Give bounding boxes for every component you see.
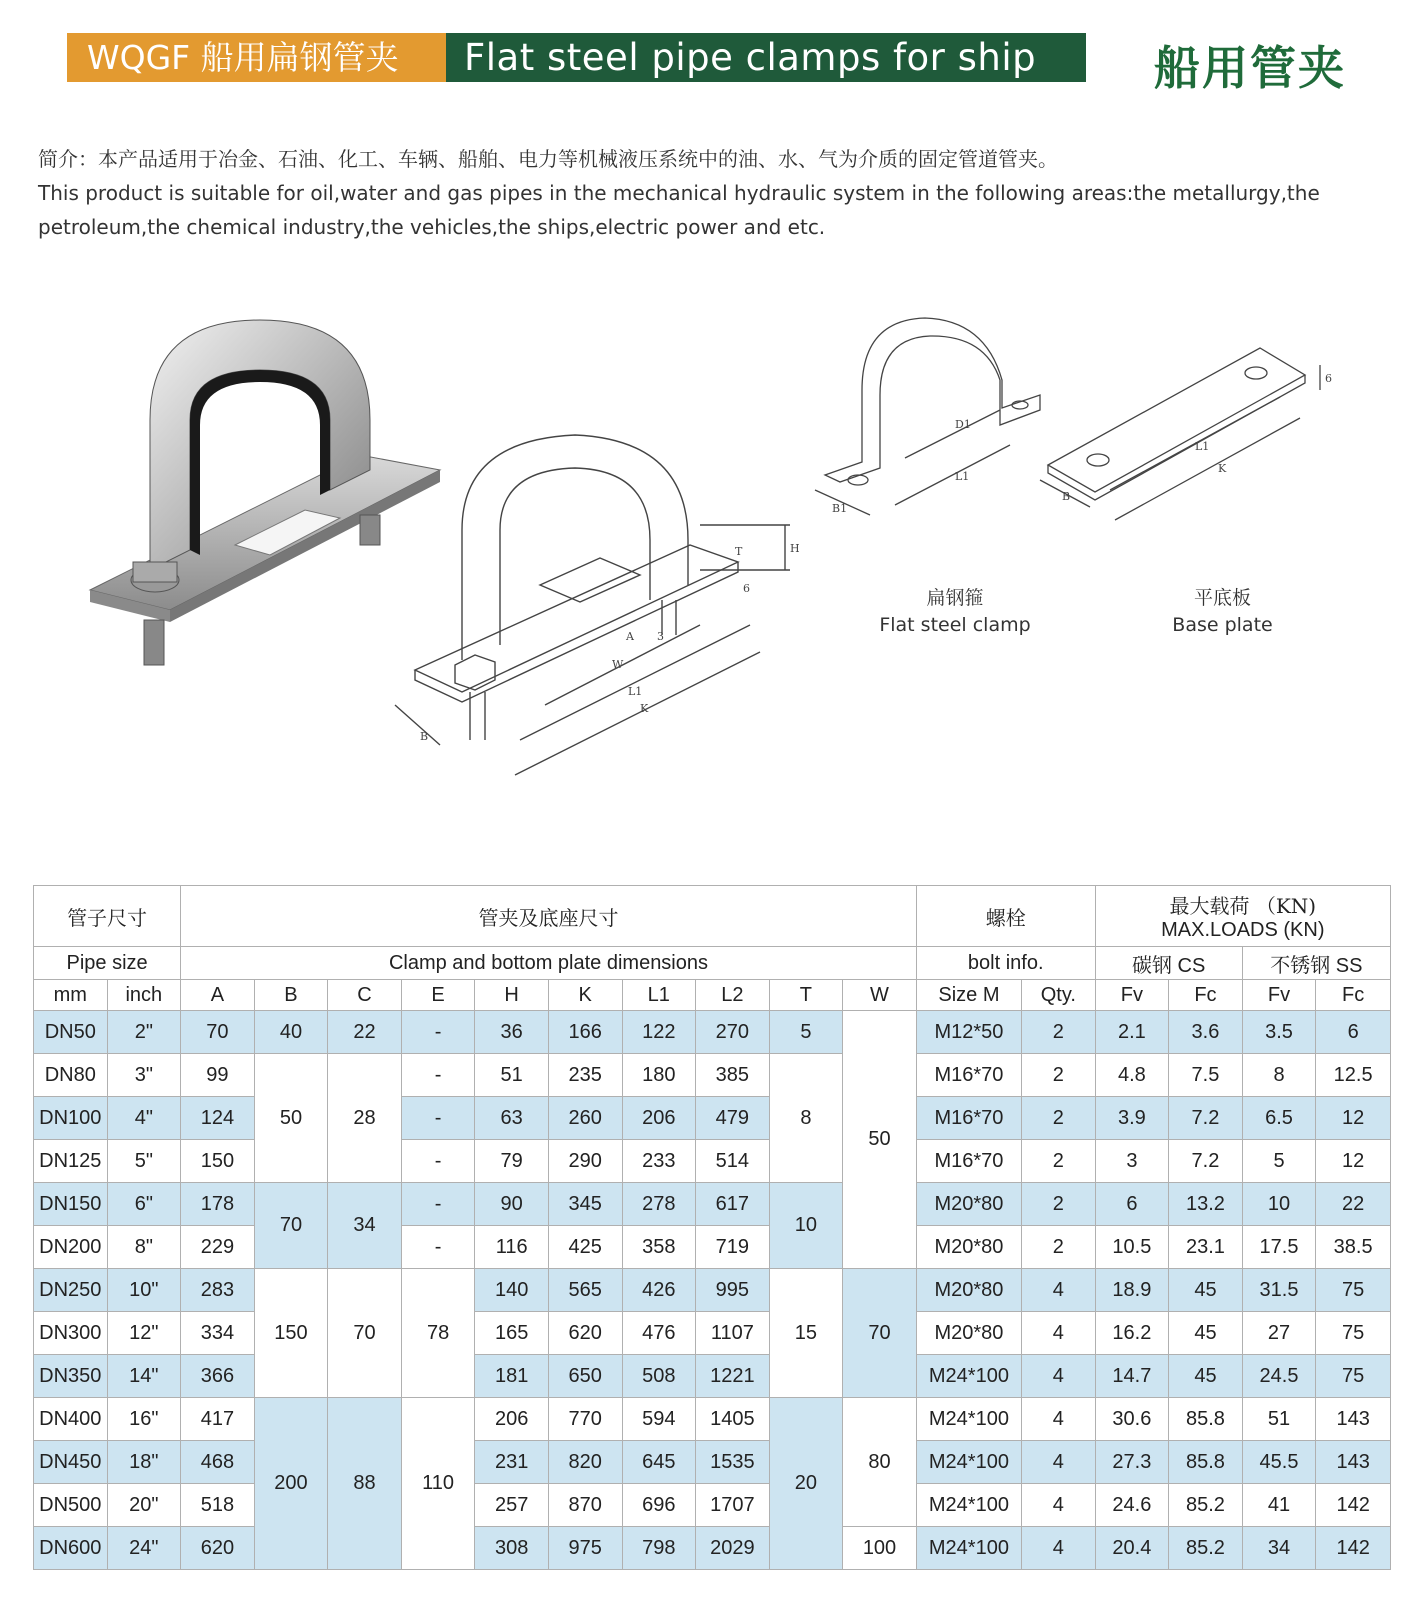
dim-label-6-plate: 6 bbox=[1325, 372, 1332, 385]
cell: 2 bbox=[1022, 1140, 1096, 1183]
cell-w-merged: 80 bbox=[843, 1398, 917, 1527]
col-header: W bbox=[843, 980, 917, 1011]
table-row bbox=[34, 1441, 1391, 1484]
cell: M24*100 bbox=[916, 1398, 1021, 1441]
cell: 85.2 bbox=[1169, 1484, 1243, 1527]
cell: 4" bbox=[107, 1097, 181, 1140]
cell-t-merged: 8 bbox=[769, 1054, 843, 1183]
cell: 617 bbox=[696, 1183, 770, 1226]
cell: 2" bbox=[107, 1011, 181, 1054]
cell: 5 bbox=[1242, 1140, 1316, 1183]
cell: 6 bbox=[1316, 1011, 1391, 1054]
table-row bbox=[34, 1484, 1391, 1527]
cell: 870 bbox=[548, 1484, 622, 1527]
cell: 45.5 bbox=[1242, 1441, 1316, 1484]
cell: 1107 bbox=[696, 1312, 770, 1355]
cell: M12*50 bbox=[916, 1011, 1021, 1054]
cell: 233 bbox=[622, 1140, 696, 1183]
cell: 23.1 bbox=[1169, 1226, 1243, 1269]
cell: 257 bbox=[475, 1484, 549, 1527]
dim-label-l1-assembly: L1 bbox=[628, 685, 643, 698]
cell: 206 bbox=[622, 1097, 696, 1140]
cell: 75 bbox=[1316, 1312, 1391, 1355]
cell: - bbox=[401, 1226, 475, 1269]
cell-b-merged: 70 bbox=[254, 1183, 328, 1269]
cell: 270 bbox=[696, 1011, 770, 1054]
cell: 12" bbox=[107, 1312, 181, 1355]
cell: 3.9 bbox=[1095, 1097, 1169, 1140]
cell: 6" bbox=[107, 1183, 181, 1226]
cell: 995 bbox=[696, 1269, 770, 1312]
cell: M24*100 bbox=[916, 1484, 1021, 1527]
cell: 17.5 bbox=[1242, 1226, 1316, 1269]
cell: - bbox=[401, 1097, 475, 1140]
cell: - bbox=[401, 1011, 475, 1054]
col-header: T bbox=[769, 980, 843, 1011]
cell: 5" bbox=[107, 1140, 181, 1183]
cell: M24*100 bbox=[916, 1527, 1021, 1570]
cell: - bbox=[401, 1183, 475, 1226]
cell: 140 bbox=[475, 1269, 549, 1312]
cell-c-merged: 88 bbox=[328, 1398, 402, 1570]
header-dims-en: Clamp and bottom plate dimensions bbox=[181, 947, 917, 980]
cell: 27.3 bbox=[1095, 1441, 1169, 1484]
cell: 30.6 bbox=[1095, 1398, 1169, 1441]
cell: 14.7 bbox=[1095, 1355, 1169, 1398]
table-row bbox=[34, 1226, 1391, 1269]
cell: 426 bbox=[622, 1269, 696, 1312]
cell: M20*80 bbox=[916, 1269, 1021, 1312]
col-header: Fv bbox=[1242, 980, 1316, 1011]
clamp-caption-zh: 扁钢箍 bbox=[926, 587, 984, 609]
cell: 3" bbox=[107, 1054, 181, 1097]
cell: 334 bbox=[181, 1312, 255, 1355]
cell: 1707 bbox=[696, 1484, 770, 1527]
cell: 594 bbox=[622, 1398, 696, 1441]
cell: 235 bbox=[548, 1054, 622, 1097]
cell: 20.4 bbox=[1095, 1527, 1169, 1570]
cell-b-merged: 150 bbox=[254, 1269, 328, 1398]
cell: 6.5 bbox=[1242, 1097, 1316, 1140]
column-header-row bbox=[34, 980, 1391, 1011]
cell: 229 bbox=[181, 1226, 255, 1269]
col-header: A bbox=[181, 980, 255, 1011]
cell: 4 bbox=[1022, 1527, 1096, 1570]
header-maxload bbox=[1095, 886, 1390, 947]
cell: 40 bbox=[254, 1011, 328, 1054]
cell: 2 bbox=[1022, 1054, 1096, 1097]
cell: 51 bbox=[1242, 1398, 1316, 1441]
dim-label-d1: D1 bbox=[955, 418, 971, 431]
cell: 2029 bbox=[696, 1527, 770, 1570]
cell: 180 bbox=[622, 1054, 696, 1097]
cell: 142 bbox=[1316, 1527, 1391, 1570]
cell: 468 bbox=[181, 1441, 255, 1484]
cell: 4 bbox=[1022, 1441, 1096, 1484]
cell: 620 bbox=[181, 1527, 255, 1570]
cell: 696 bbox=[622, 1484, 696, 1527]
dim-label-b1: B1 bbox=[832, 502, 848, 515]
cell: 770 bbox=[548, 1398, 622, 1441]
cell: 1405 bbox=[696, 1398, 770, 1441]
cell: 10.5 bbox=[1095, 1226, 1169, 1269]
cell: M24*100 bbox=[916, 1355, 1021, 1398]
cell: 12 bbox=[1316, 1097, 1391, 1140]
cell: 143 bbox=[1316, 1441, 1391, 1484]
col-header: Fv bbox=[1095, 980, 1169, 1011]
cell: 3 bbox=[1095, 1140, 1169, 1183]
cell: DN150 bbox=[34, 1183, 108, 1226]
cell: 75 bbox=[1316, 1269, 1391, 1312]
cell: 476 bbox=[622, 1312, 696, 1355]
dim-label-3: 3 bbox=[657, 630, 664, 643]
cell: 36 bbox=[475, 1011, 549, 1054]
cell: 514 bbox=[696, 1140, 770, 1183]
cell: DN300 bbox=[34, 1312, 108, 1355]
cell: 5 bbox=[769, 1011, 843, 1054]
cell: 99 bbox=[181, 1054, 255, 1097]
col-header: Qty. bbox=[1022, 980, 1096, 1011]
table-row bbox=[34, 1054, 1391, 1097]
product-title-en: Flat steel pipe clamps for ship bbox=[446, 33, 1086, 82]
cell: DN125 bbox=[34, 1140, 108, 1183]
cell: 165 bbox=[475, 1312, 549, 1355]
cell: 12 bbox=[1316, 1140, 1391, 1183]
col-header: H bbox=[475, 980, 549, 1011]
plate-caption bbox=[1150, 585, 1295, 639]
cell-c-merged: 34 bbox=[328, 1183, 402, 1269]
cell: 645 bbox=[622, 1441, 696, 1484]
cell: 24.6 bbox=[1095, 1484, 1169, 1527]
cell-w-merged: 70 bbox=[843, 1269, 917, 1398]
cell-c-merged: 70 bbox=[328, 1269, 402, 1398]
cell: 975 bbox=[548, 1527, 622, 1570]
cell: 2 bbox=[1022, 1226, 1096, 1269]
cell-t-merged: 15 bbox=[769, 1269, 843, 1398]
cell: 7.5 bbox=[1169, 1054, 1243, 1097]
cell: M20*80 bbox=[916, 1312, 1021, 1355]
header-maxload-zh: 最大载荷 （KN) bbox=[1169, 894, 1317, 918]
dim-label-l1-plate: L1 bbox=[1195, 440, 1210, 453]
cell: 45 bbox=[1169, 1269, 1243, 1312]
col-header: L1 bbox=[622, 980, 696, 1011]
cell: - bbox=[401, 1140, 475, 1183]
cell: M20*80 bbox=[916, 1226, 1021, 1269]
cell: 45 bbox=[1169, 1312, 1243, 1355]
cell-b-merged: 50 bbox=[254, 1054, 328, 1183]
cell: 4 bbox=[1022, 1484, 1096, 1527]
cell: 150 bbox=[181, 1140, 255, 1183]
cell: 51 bbox=[475, 1054, 549, 1097]
table-row bbox=[34, 1355, 1391, 1398]
cell: DN80 bbox=[34, 1054, 108, 1097]
cell: DN600 bbox=[34, 1527, 108, 1570]
cell: 24" bbox=[107, 1527, 181, 1570]
cell: 16" bbox=[107, 1398, 181, 1441]
cell: 22 bbox=[1316, 1183, 1391, 1226]
product-illustrations bbox=[0, 300, 1408, 820]
product-code-label: WQGF 船用扁钢管夹 bbox=[67, 33, 446, 82]
cell: 820 bbox=[548, 1441, 622, 1484]
cell: 308 bbox=[475, 1527, 549, 1570]
cell: 24.5 bbox=[1242, 1355, 1316, 1398]
cell: 41 bbox=[1242, 1484, 1316, 1527]
cell: 260 bbox=[548, 1097, 622, 1140]
cell: 719 bbox=[696, 1226, 770, 1269]
cell: 2 bbox=[1022, 1183, 1096, 1226]
cell: DN500 bbox=[34, 1484, 108, 1527]
cell: 27 bbox=[1242, 1312, 1316, 1355]
cell: 38.5 bbox=[1316, 1226, 1391, 1269]
clamp-3d-render bbox=[90, 320, 440, 665]
cell: 283 bbox=[181, 1269, 255, 1312]
cell: 508 bbox=[622, 1355, 696, 1398]
cell: 181 bbox=[475, 1355, 549, 1398]
cell: 518 bbox=[181, 1484, 255, 1527]
cell: 2 bbox=[1022, 1097, 1096, 1140]
cell: DN250 bbox=[34, 1269, 108, 1312]
cell: 13.2 bbox=[1169, 1183, 1243, 1226]
col-header: Fc bbox=[1169, 980, 1243, 1011]
dim-label-b-assembly: B bbox=[420, 730, 429, 743]
cell: 34 bbox=[1242, 1527, 1316, 1570]
cell: 358 bbox=[622, 1226, 696, 1269]
dim-label-l1-clamp: L1 bbox=[955, 470, 970, 483]
cell: 1535 bbox=[696, 1441, 770, 1484]
cell: DN450 bbox=[34, 1441, 108, 1484]
cell: 425 bbox=[548, 1226, 622, 1269]
cell: 798 bbox=[622, 1527, 696, 1570]
header-pipe-size-zh: 管子尺寸 bbox=[34, 886, 181, 947]
header-pipe-size-en: Pipe size bbox=[34, 947, 181, 980]
cell: 565 bbox=[548, 1269, 622, 1312]
cell: 16.2 bbox=[1095, 1312, 1169, 1355]
col-header: Fc bbox=[1316, 980, 1391, 1011]
cell: M20*80 bbox=[916, 1183, 1021, 1226]
header-carbon-steel: 碳钢 CS bbox=[1095, 947, 1242, 980]
clamp-caption-en: Flat steel clamp bbox=[879, 614, 1031, 636]
cell-e-merged: 78 bbox=[401, 1269, 475, 1398]
table-row bbox=[34, 1527, 1391, 1570]
cell: 4 bbox=[1022, 1355, 1096, 1398]
col-header: inch bbox=[107, 980, 181, 1011]
header-stainless-steel: 不锈钢 SS bbox=[1242, 947, 1390, 980]
dim-label-a: A bbox=[626, 630, 634, 643]
cell: M16*70 bbox=[916, 1097, 1021, 1140]
col-header: K bbox=[548, 980, 622, 1011]
cell: 3.6 bbox=[1169, 1011, 1243, 1054]
cell: 85.8 bbox=[1169, 1398, 1243, 1441]
cell: - bbox=[401, 1054, 475, 1097]
plate-caption-zh: 平底板 bbox=[1193, 587, 1251, 609]
cell: 8 bbox=[1242, 1054, 1316, 1097]
col-header: Size M bbox=[916, 980, 1021, 1011]
cell: 70 bbox=[181, 1011, 255, 1054]
specification-table bbox=[33, 885, 1391, 1570]
cell: 479 bbox=[696, 1097, 770, 1140]
cell: 100 bbox=[843, 1527, 917, 1570]
cell: 75 bbox=[1316, 1355, 1391, 1398]
cell-b-merged: 200 bbox=[254, 1398, 328, 1570]
cell-c-merged: 28 bbox=[328, 1054, 402, 1183]
cell: DN350 bbox=[34, 1355, 108, 1398]
col-header: C bbox=[328, 980, 402, 1011]
cell: 14" bbox=[107, 1355, 181, 1398]
cell: 122 bbox=[622, 1011, 696, 1054]
header-bolt-zh: 螺栓 bbox=[916, 886, 1095, 947]
cell: 116 bbox=[475, 1226, 549, 1269]
clamp-assembly-drawing bbox=[395, 435, 790, 775]
cell: 7.2 bbox=[1169, 1097, 1243, 1140]
plate-caption-en: Base plate bbox=[1172, 614, 1273, 636]
cell: 4.8 bbox=[1095, 1054, 1169, 1097]
dim-label-w: W bbox=[612, 658, 624, 671]
dim-label-k-plate: K bbox=[1218, 462, 1227, 475]
cell: 20" bbox=[107, 1484, 181, 1527]
table-row bbox=[34, 1312, 1391, 1355]
cell: 12.5 bbox=[1316, 1054, 1391, 1097]
dim-label-k-assembly: K bbox=[640, 702, 649, 715]
dim-label-h: H bbox=[790, 542, 800, 555]
cell: 18.9 bbox=[1095, 1269, 1169, 1312]
cell: DN100 bbox=[34, 1097, 108, 1140]
cell: 4 bbox=[1022, 1312, 1096, 1355]
cell: 79 bbox=[475, 1140, 549, 1183]
cell: 8" bbox=[107, 1226, 181, 1269]
header-maxload-en: MAX.LOADS (KN) bbox=[1161, 919, 1325, 941]
header-bolt-en: bolt info. bbox=[916, 947, 1095, 980]
cell: 206 bbox=[475, 1398, 549, 1441]
col-header: L2 bbox=[696, 980, 770, 1011]
table-row bbox=[34, 1398, 1391, 1441]
category-title: 船用管夹 bbox=[1154, 41, 1346, 95]
cell: 2 bbox=[1022, 1011, 1096, 1054]
header-dims-zh: 管夹及底座尺寸 bbox=[181, 886, 917, 947]
table-row bbox=[34, 1140, 1391, 1183]
cell: 143 bbox=[1316, 1398, 1391, 1441]
cell: 278 bbox=[622, 1183, 696, 1226]
cell: 290 bbox=[548, 1140, 622, 1183]
cell: 166 bbox=[548, 1011, 622, 1054]
cell: 1221 bbox=[696, 1355, 770, 1398]
cell: 90 bbox=[475, 1183, 549, 1226]
cell: 142 bbox=[1316, 1484, 1391, 1527]
cell: 4 bbox=[1022, 1269, 1096, 1312]
flat-steel-clamp-drawing bbox=[815, 318, 1040, 515]
cell-t-merged: 20 bbox=[769, 1398, 843, 1570]
cell: M24*100 bbox=[916, 1441, 1021, 1484]
col-header: B bbox=[254, 980, 328, 1011]
cell: 231 bbox=[475, 1441, 549, 1484]
cell: 417 bbox=[181, 1398, 255, 1441]
col-header: E bbox=[401, 980, 475, 1011]
table-row bbox=[34, 1269, 1391, 1312]
cell: 85.2 bbox=[1169, 1527, 1243, 1570]
intro-text bbox=[38, 142, 1388, 244]
cell-e-merged: 110 bbox=[401, 1398, 475, 1570]
cell: 22 bbox=[328, 1011, 402, 1054]
cell: 63 bbox=[475, 1097, 549, 1140]
cell: 366 bbox=[181, 1355, 255, 1398]
intro-zh: 简介：本产品适用于冶金、石油、化工、车辆、船舶、电力等机械液压系统中的油、水、气为介质的固定管道管夹。 bbox=[38, 147, 1058, 171]
cell-w-merged: 50 bbox=[843, 1011, 917, 1269]
cell-t-merged: 10 bbox=[769, 1183, 843, 1269]
cell: 31.5 bbox=[1242, 1269, 1316, 1312]
base-plate-drawing bbox=[1040, 348, 1320, 520]
cell: M16*70 bbox=[916, 1054, 1021, 1097]
cell: DN200 bbox=[34, 1226, 108, 1269]
cell: 10" bbox=[107, 1269, 181, 1312]
cell: 124 bbox=[181, 1097, 255, 1140]
cell: 650 bbox=[548, 1355, 622, 1398]
cell: 45 bbox=[1169, 1355, 1243, 1398]
dim-label-b-plate: B bbox=[1062, 490, 1071, 503]
cell: M16*70 bbox=[916, 1140, 1021, 1183]
cell: DN400 bbox=[34, 1398, 108, 1441]
dim-label-t: T bbox=[735, 545, 743, 558]
cell: 178 bbox=[181, 1183, 255, 1226]
cell: 6 bbox=[1095, 1183, 1169, 1226]
cell: 385 bbox=[696, 1054, 770, 1097]
cell: 7.2 bbox=[1169, 1140, 1243, 1183]
dim-label-6-assembly: 6 bbox=[743, 582, 750, 595]
intro-en: This product is suitable for oil,water and gas pipes in the mechanical hydraulic system in the following areas:the metallurgy,the petroleum,the chemical industry,the vehicles,the ships,electric power and etc. bbox=[38, 181, 1320, 239]
table-row bbox=[34, 1011, 1391, 1054]
cell: 620 bbox=[548, 1312, 622, 1355]
clamp-caption bbox=[870, 585, 1040, 639]
cell: DN50 bbox=[34, 1011, 108, 1054]
cell: 18" bbox=[107, 1441, 181, 1484]
cell: 10 bbox=[1242, 1183, 1316, 1226]
col-header: mm bbox=[34, 980, 108, 1011]
table-row bbox=[34, 1097, 1391, 1140]
table-row bbox=[34, 1183, 1391, 1226]
title-banner bbox=[67, 33, 1086, 82]
cell: 4 bbox=[1022, 1398, 1096, 1441]
cell: 3.5 bbox=[1242, 1011, 1316, 1054]
cell: 2.1 bbox=[1095, 1011, 1169, 1054]
cell: 85.8 bbox=[1169, 1441, 1243, 1484]
cell: 345 bbox=[548, 1183, 622, 1226]
